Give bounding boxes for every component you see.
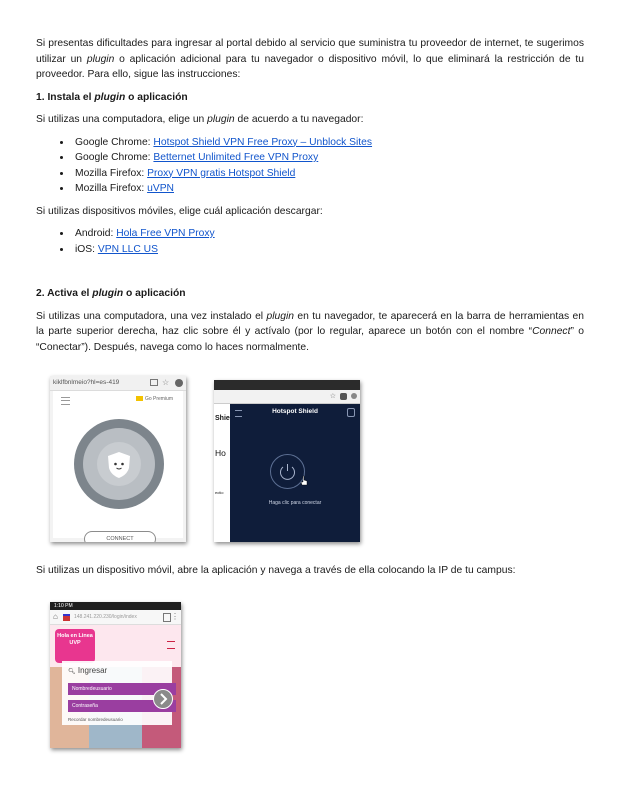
extension-icon[interactable]: [175, 379, 183, 387]
plugin-link[interactable]: Proxy VPN gratis Hotspot Shield: [147, 167, 296, 179]
gift-icon[interactable]: [347, 408, 355, 417]
tabs-icon[interactable]: [163, 613, 171, 622]
section1-heading-post: o aplicación: [125, 91, 188, 103]
mobile-url-bar[interactable]: [50, 610, 181, 625]
premium-label: Go Premium: [144, 396, 173, 402]
connect-hint: Haga clic para conectar: [268, 500, 322, 506]
list-item: [72, 181, 584, 197]
section2-heading-post: o aplicación: [123, 288, 186, 299]
phone-status-bar: 1:10 PM: [50, 602, 181, 610]
star-icon: ☆: [329, 393, 336, 400]
list-item-label: Android:: [75, 228, 117, 239]
list-item-label: Google Chrome:: [75, 136, 154, 148]
list-item: [72, 226, 584, 242]
mascot-svg: [97, 442, 141, 486]
hotspot-shield-screenshot: [214, 380, 360, 542]
star-icon: ☆: [162, 378, 170, 387]
chevron-right-icon: [154, 690, 172, 708]
connect-button[interactable]: CONNECT: [84, 531, 156, 542]
computer-paragraph: [36, 112, 584, 128]
background-page-text: ectio: [215, 490, 224, 495]
activate-text-em2: Connect: [532, 326, 571, 337]
activate-text-a: Si utilizas una computadora, una vez instalado el: [36, 310, 267, 322]
plugin-link[interactable]: Betternet Unlimited Free VPN Proxy: [153, 152, 319, 163]
extension-panel: [53, 391, 183, 542]
hotspot-panel: [230, 404, 360, 542]
computer-text-em: plugin: [207, 114, 235, 125]
login-title-text: Ingresar: [77, 666, 108, 675]
intro-text-a: Si presentas dificultades para ingresar al portal debido al servicio que suministra tu proveedor de internet, te sugerimos utilizar un: [36, 38, 584, 65]
section2-heading: [36, 286, 584, 302]
computer-text-pre: Si utilizas una computadora, elige un: [36, 114, 208, 125]
section1-heading: [36, 90, 584, 106]
flag-icon: [63, 614, 70, 621]
site-logo: Hola en Linea UVP: [55, 629, 95, 663]
login-title: [68, 666, 107, 675]
list-item: [72, 166, 584, 182]
url-text: 148.241.220.230/login/index: [74, 614, 137, 620]
hand-cursor-icon: [300, 475, 309, 486]
background-page-text: Shie: [215, 415, 230, 422]
activate-text-em1: plugin: [266, 310, 294, 322]
browser-url-bar: [50, 376, 186, 391]
menu-icon[interactable]: [167, 641, 175, 649]
activate-text-b: en tu navegador, te aparecerá en la barra de herramientas en la parte superior derecha, haz clic sobre él y actívalo (por lo regular, aparece un botón con el nombre “: [36, 310, 584, 337]
list-item-label: Google Chrome:: [75, 152, 154, 163]
spacer: [36, 264, 584, 286]
mobile-app-list: [36, 226, 584, 257]
panel-title: Hotspot Shield: [272, 408, 318, 415]
mobile-login-screenshot: [50, 602, 181, 748]
mobile-activate-paragraph: Si utilizas un dispositivo móvil, abre la aplicación y navega a través de ella colocando la IP de tu campus:: [36, 565, 516, 576]
list-item-label: iOS:: [75, 243, 98, 255]
browser-top-bar: [214, 380, 360, 390]
list-item: [72, 242, 584, 258]
search-icon: 🔍︎: [68, 669, 76, 675]
app-link[interactable]: VPN LLC US: [97, 243, 158, 255]
plugin-link[interactable]: uVPN: [147, 183, 174, 194]
extension-icon[interactable]: [351, 393, 357, 399]
home-icon[interactable]: ⌂: [53, 612, 58, 621]
section1-heading-pre: 1. Instala el: [36, 91, 95, 103]
premium-link[interactable]: [136, 396, 173, 402]
intro-paragraph: [36, 36, 584, 83]
activate-text-c: ” o “Conectar”). Después, navega como lo haces normalmente.: [36, 326, 584, 353]
list-item: [72, 135, 584, 151]
app-link[interactable]: Hola Free VPN Proxy: [116, 228, 215, 239]
crown-icon: [136, 396, 143, 401]
list-item-label: Mozilla Firefox:: [75, 167, 148, 179]
more-icon[interactable]: ⋮: [171, 612, 179, 621]
document-page: [36, 36, 584, 362]
remember-checkbox[interactable]: Recordar nombredeusuario: [68, 717, 123, 722]
tab-icon: [150, 379, 158, 386]
background-page-text: Ho: [215, 448, 226, 458]
list-item: [72, 150, 584, 166]
intro-text-em: plugin: [86, 53, 115, 65]
browser-plugin-list: [36, 135, 584, 197]
section1-heading-em: plugin: [94, 91, 126, 103]
connect-ring: [74, 419, 164, 509]
browser-address-bar: [214, 390, 360, 404]
computer-text-post: de acuerdo a tu navegador:: [234, 114, 364, 125]
activate-paragraph: [36, 309, 584, 356]
mobile-paragraph: Si utilizas dispositivos móviles, elige cuál aplicación descargar:: [36, 205, 323, 217]
plugin-link[interactable]: Hotspot Shield VPN Free Proxy – Unblock Sites: [153, 136, 373, 148]
betternet-screenshot: [50, 376, 186, 542]
connect-ring-inner: [83, 428, 155, 500]
url-text: kiklfbnlmeio?hl=es-419: [53, 379, 120, 386]
menu-icon[interactable]: [61, 397, 70, 405]
intro-text-c: o aplicación adicional para tu navegador o dispositivo móvil, lo que eliminará la restricción de tu proveedor. Para ello, sigue las instrucciones:: [36, 53, 584, 80]
password-field[interactable]: Contraseña: [68, 700, 176, 712]
username-field[interactable]: Nombredeusuario: [68, 683, 176, 695]
hotspot-extension-icon[interactable]: [340, 393, 347, 400]
list-item-label: Mozilla Firefox:: [75, 183, 148, 194]
submit-button[interactable]: [153, 689, 173, 709]
section2-heading-pre: 2. Activa el: [36, 288, 93, 299]
section2-heading-em: plugin: [92, 288, 124, 299]
shield-mascot-icon: [97, 442, 141, 486]
